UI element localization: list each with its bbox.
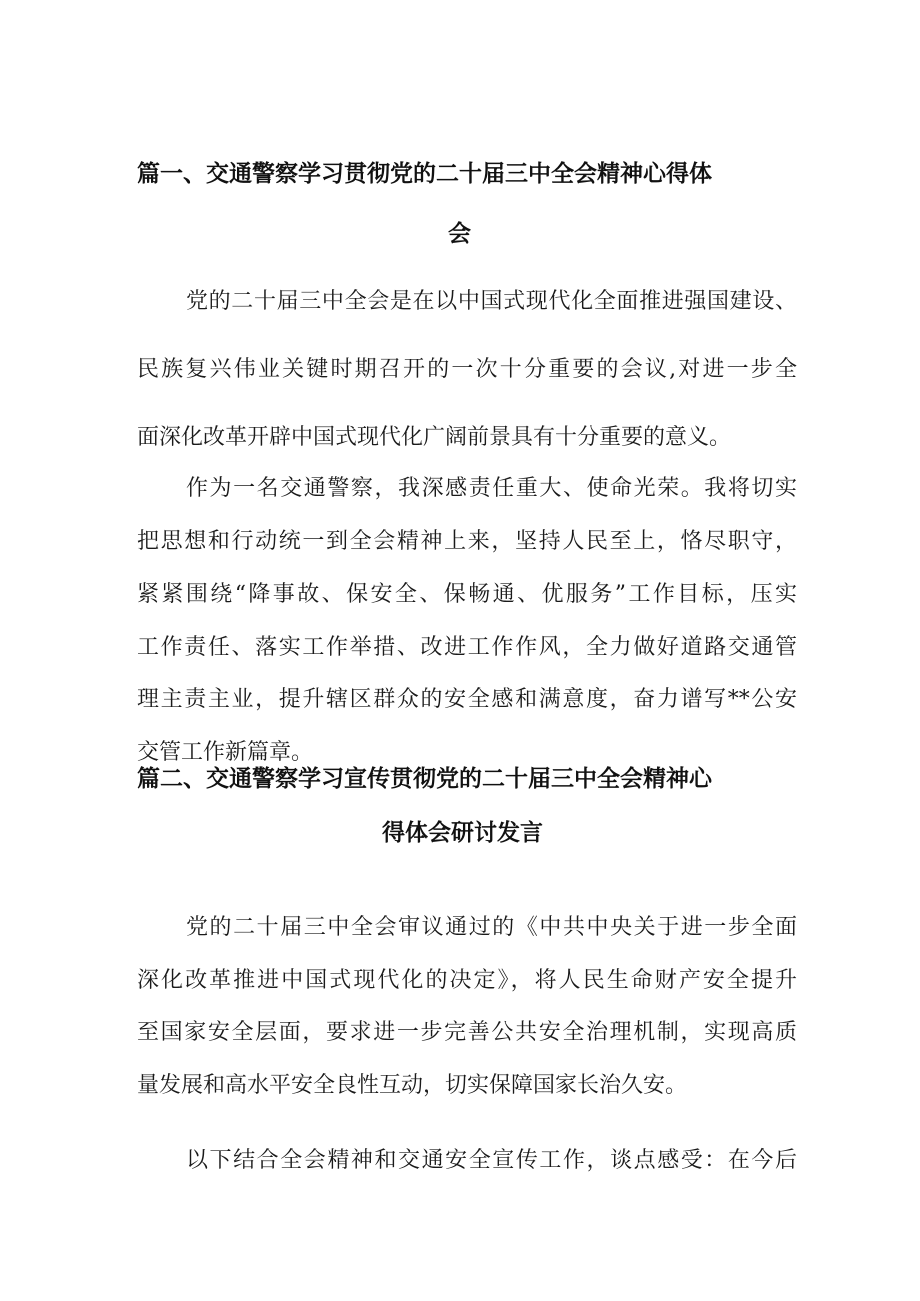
s1-p1-line-2: 民族复兴伟业关键时期召开的一次十分重要的会议,对进一步全 [137,357,797,382]
section-2-title-line-1: 篇二、交通警察学习宣传贯彻党的二十届三中全会精神心 [137,766,712,792]
s1-p1-line-1: 党的二十届三中全会是在以中国式现代化全面推进强国建设、 [186,289,797,314]
s1-p2-line-6: 交管工作新篇章。 [137,740,314,765]
s1-p1-line-3: 面深化改革开辟中国式现代化广阔前景具有十分重要的意义。 [137,425,732,450]
s1-p2-line-1: 作为一名交通警察，我深感责任重大、使命光荣。我将切实 [186,476,797,501]
s2-p1-line-4: 量发展和高水平安全良性互动，切实保障国家长治久安。 [137,1073,688,1098]
section-1-title-line-1: 篇一、交通警察学习贯彻党的二十届三中全会精神心得体 [137,161,712,187]
s1-p2-line-2: 把思想和行动统一到全会精神上来，坚持人民至上，恪尽职守， [137,529,797,554]
s2-p2-line-1: 以下结合全会精神和交通安全宣传工作，谈点感受：在今后 [186,1148,797,1173]
s1-p2-line-3: 紧紧围绕“降事故、保安全、保畅通、优服务”工作目标，压实 [137,582,797,607]
s2-p1-line-2: 深化改革推进中国式现代化的决定》，将人民生命财产安全提升 [137,968,797,993]
s2-p1-line-1: 党的二十届三中全会审议通过的《中共中央关于进一步全面 [186,915,797,940]
section-2-title-line-2: 得体会研讨发言 [382,820,543,846]
s1-p2-line-5: 理主责主业，提升辖区群众的安全感和满意度，奋力谱写**公安 [137,687,797,712]
s1-p2-line-4: 工作责任、落实工作举措、改进工作作风，全力做好道路交通管 [137,635,797,660]
s2-p1-line-3: 至国家安全层面，要求进一步完善公共安全治理机制，实现高质 [137,1020,797,1045]
section-1-title-line-2: 会 [448,221,471,247]
